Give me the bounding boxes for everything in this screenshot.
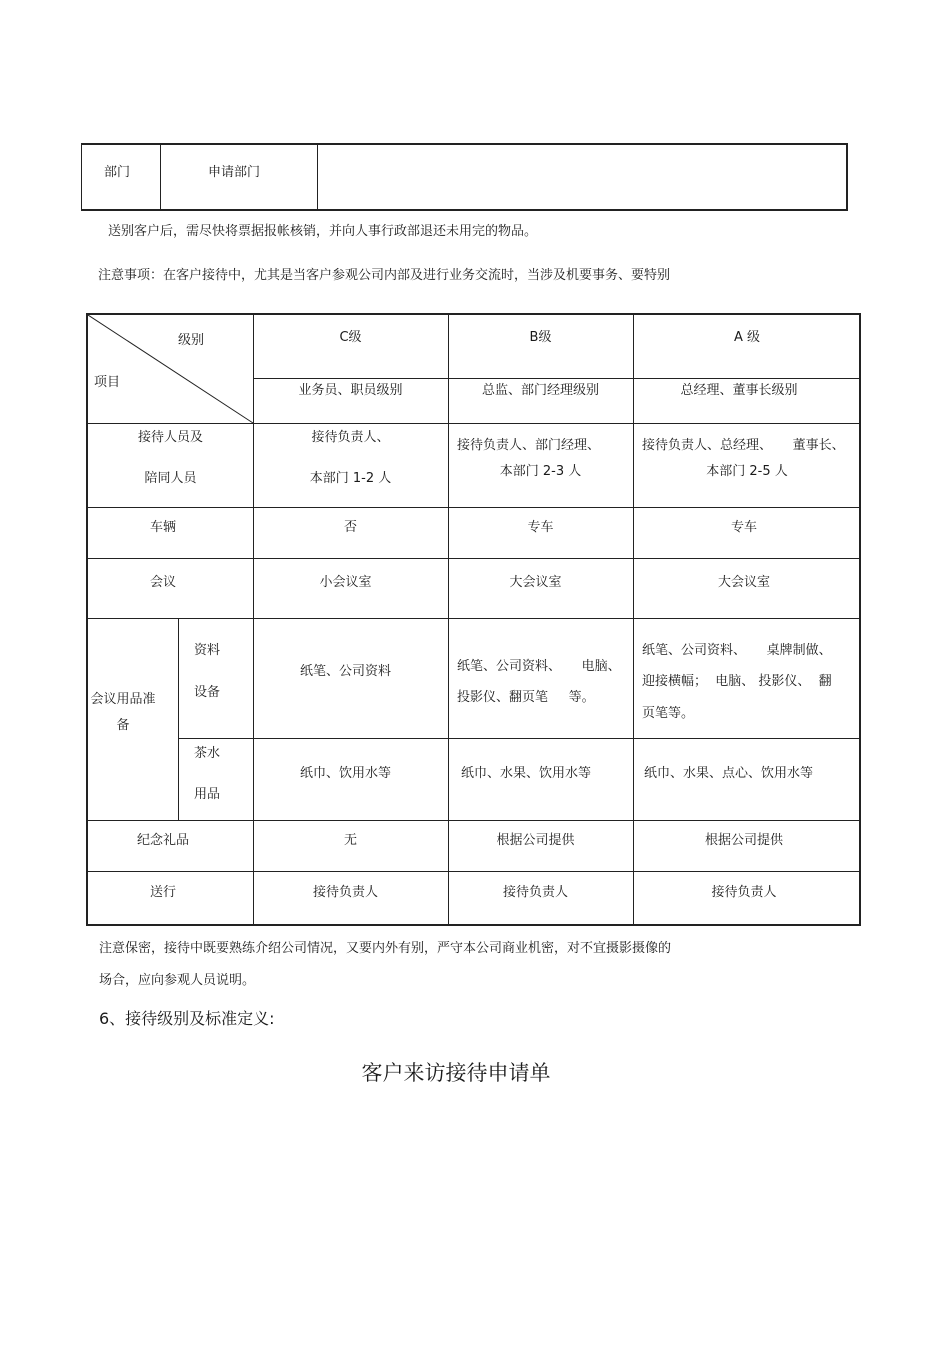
c-staff-line2: 本部门 1-2 人 [309,471,392,486]
b-meeting: 大会议室 [509,575,562,590]
table-divider [88,507,859,508]
a-meeting: 大会议室 [717,575,770,590]
table-divider [88,820,859,821]
table-divider [88,618,859,619]
staff-label-line2: 陪同人员 [144,471,197,486]
staff-label-line1: 接待人员及 [137,430,203,445]
a-materials-line1: 纸笔、公司资料、 桌牌制做、 [642,643,832,658]
table-divider [178,738,859,739]
attention-note: 注意事项：在客户接待中，尤其是当客户参观公司内部及进行业务交流时，当涉及机要事务、要特别 [98,268,671,283]
materials-sub-line2: 设备 [194,685,221,700]
b-staff-line2: 本部门 2-3 人 [499,464,582,479]
c-vehicle: 否 [343,520,357,535]
c-sendoff: 接待负责人 [312,885,378,900]
a-staff-line2: 本部门 2-5 人 [706,464,788,479]
table-divider [88,558,859,559]
header-level-label: 级别 [178,333,205,348]
dept-label: 部门 [104,165,131,180]
table-divider [253,378,859,379]
tea-sub-line2: 用品 [194,787,221,802]
a-vehicle: 专车 [730,520,757,535]
b-materials-line1: 纸笔、公司资料、 电脑、 [457,659,621,674]
a-level-heading: A 级 [733,330,761,345]
b-level-scope: 总监、部门经理级别 [481,383,599,398]
diagonal-header-line [88,315,254,424]
a-tea: 纸巾、水果、点心、饮用水等 [644,766,814,781]
applying-dept-label: 申请部门 [208,165,261,180]
table-divider [178,618,179,820]
c-level-heading: C级 [339,330,362,345]
section-heading: 6、接待级别及标准定义: [99,1009,275,1028]
a-staff-line1: 接待负责人、总经理、 董事长、 [642,438,845,453]
send-off-note: 送别客户后，需尽快将票据报帐核销，并向人事行政部退还未用完的物品。 [108,224,538,239]
table-divider [160,145,161,209]
applying-dept-value[interactable] [327,161,837,201]
b-vehicle: 专车 [527,520,554,535]
meeting-label: 会议 [149,575,176,590]
confidential-note-line1: 注意保密，接待中既要熟练介绍公司情况，又要内外有别，严守本公司商业机密，对不宜摄影摄像的 [99,941,672,956]
vehicle-label: 车辆 [149,520,176,535]
b-sendoff: 接待负责人 [502,885,568,900]
a-materials-line3: 页笔等。 [642,706,695,721]
b-staff-line1: 接待负责人、部门经理、 [457,438,601,453]
c-level-scope: 业务员、职员级别 [298,383,403,398]
c-tea: 纸巾、饮用水等 [299,766,391,781]
b-tea: 纸巾、水果、饮用水等 [461,766,592,781]
table-divider [317,145,318,209]
sendoff-label: 送行 [149,885,176,900]
a-gift: 根据公司提供 [704,833,783,848]
a-level-scope: 总经理、董事长级别 [680,383,798,398]
application-table [81,143,848,211]
b-gift: 根据公司提供 [496,833,575,848]
supplies-label-line1: 会议用品准 [90,692,156,707]
a-materials-line2: 迎接横幅； 电脑、 投影仪、 翻 [642,674,832,689]
table-divider [88,871,859,872]
b-materials-line2: 投影仪、翻页笔 等。 [457,690,595,705]
reception-level-table [86,313,861,926]
b-level-heading: B级 [529,330,552,345]
c-meeting: 小会议室 [319,575,372,590]
c-staff-line1: 接待负责人、 [311,430,390,445]
tea-sub-line1: 茶水 [194,746,221,761]
gift-label: 纪念礼品 [136,833,189,848]
page-title: 客户来访接待申请单 [361,1061,551,1085]
c-gift: 无 [343,833,357,848]
c-materials: 纸笔、公司资料 [299,664,391,679]
header-item-label: 项目 [94,375,121,390]
a-sendoff: 接待负责人 [711,885,777,900]
confidential-note-line2: 场合，应向参观人员说明。 [99,973,256,988]
supplies-label-line2: 备 [116,718,130,733]
materials-sub-line1: 资料 [194,643,221,658]
